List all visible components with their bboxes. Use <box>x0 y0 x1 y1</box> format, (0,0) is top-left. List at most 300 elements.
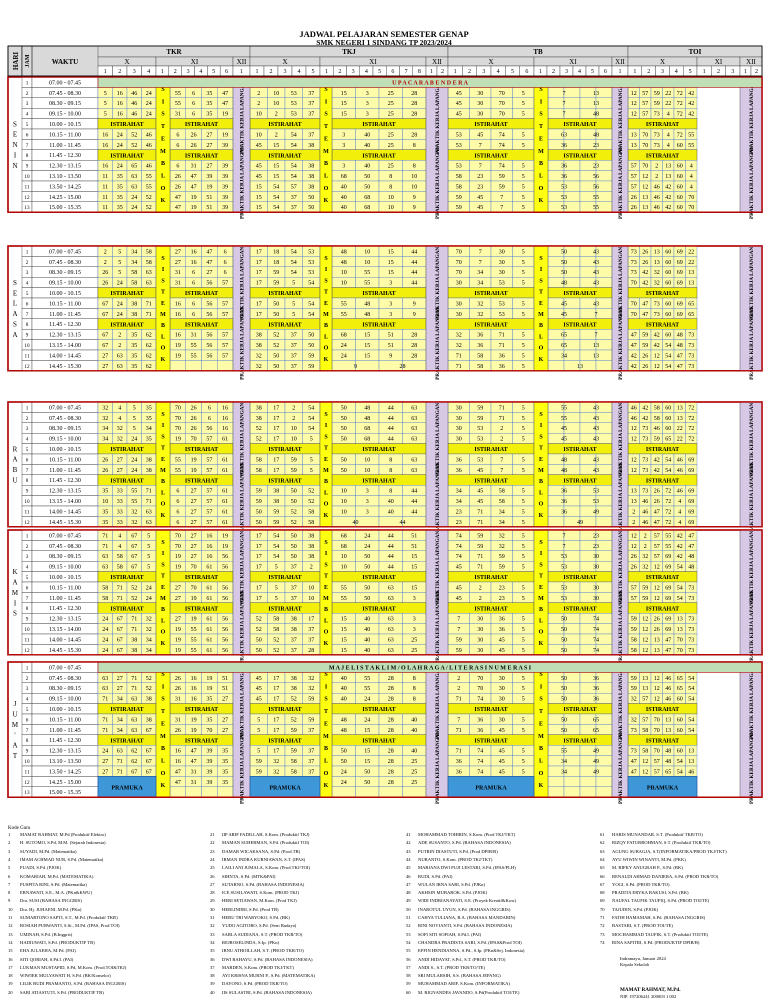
day-name-letter: N <box>12 161 18 170</box>
teacher-code-number: 73 <box>600 931 605 937</box>
teacher-code: 60 <box>676 727 683 734</box>
teacher-code: 45 <box>455 585 462 592</box>
teacher-code: 13 <box>688 270 695 277</box>
sistem-blok-column <box>320 246 332 371</box>
teacher-code: 54 <box>676 595 683 602</box>
teacher-code: 46 <box>630 405 637 412</box>
teacher-code: 16 <box>222 426 229 433</box>
jam-number: 6 <box>25 585 29 592</box>
teacher-code: 2 <box>457 686 461 693</box>
sistem-blok-letter: B <box>160 746 166 753</box>
teacher-code-number: 36 <box>210 956 215 962</box>
grade-head-label: XI <box>714 58 723 66</box>
teacher-code: 59 <box>255 769 262 776</box>
teacher-code: 40 <box>352 519 359 526</box>
teacher-code: 24 <box>116 163 123 170</box>
class-number: 5 <box>378 69 382 75</box>
sistem-blok-letter: I <box>161 423 165 430</box>
teacher-code: 54 <box>290 259 297 266</box>
teacher-code: 40 <box>387 499 394 505</box>
grade-head-label: XI <box>190 58 199 66</box>
sistem-blok-letter: L <box>323 758 329 765</box>
teacher-code: 40 <box>387 509 394 516</box>
teacher-name: HERI SETIAWAN, M.Kom. (Prod TKJ) <box>222 898 297 904</box>
teacher-code: 54 <box>308 311 315 318</box>
jam-number: 1 <box>25 665 29 672</box>
sistem-blok-letter: S <box>324 111 328 118</box>
pramuka-label: PRAMUKA <box>111 785 143 792</box>
teacher-code: 13 <box>665 163 672 170</box>
teacher-name: ANDI S., S.T. (PROD TKR/TO/TE) <box>418 964 485 970</box>
teacher-code: 4 <box>118 415 122 422</box>
teacher-code: 30 <box>477 90 484 97</box>
teacher-code: 70 <box>455 249 462 256</box>
legend-teacher-row <box>600 865 683 870</box>
teacher-code: 30 <box>498 717 505 724</box>
teacher-code-number: 70 <box>600 906 605 912</box>
jam-number: 1 <box>25 533 29 540</box>
teacher-code-number: 7 <box>8 881 11 887</box>
class-number: 4 <box>199 69 203 75</box>
schedule-cell <box>217 360 233 370</box>
teacher-code: 55 <box>340 595 347 602</box>
teacher-code: 19 <box>174 564 181 571</box>
waktu-time: 10.15 - 11.00 <box>49 717 81 724</box>
teacher-code: 63 <box>411 415 418 422</box>
teacher-code-number: 63 <box>600 848 605 854</box>
teacher-code: 60 <box>665 280 672 287</box>
sistem-blok-letter: S <box>161 562 165 569</box>
teacher-code: 12 <box>653 363 660 370</box>
teacher-code: 70 <box>455 259 462 266</box>
teacher-code: 37 <box>308 111 315 118</box>
teacher-code: 30 <box>498 675 505 682</box>
waktu-time: 08.30 - 09.15 <box>49 426 81 433</box>
teacher-code: 3 <box>365 499 369 505</box>
teacher-code: 52 <box>290 509 297 516</box>
teacher-code: 59 <box>642 332 649 339</box>
teacher-code: 7 <box>562 543 566 550</box>
teacher-code: 59 <box>255 759 262 765</box>
sistem-blok-column <box>534 246 548 371</box>
teacher-code: 54 <box>676 769 683 776</box>
teacher-code: 12 <box>642 769 649 776</box>
teacher-code: 58 <box>308 519 315 526</box>
waktu-time: 07.45 - 08.30 <box>49 415 81 422</box>
teacher-code: 58 <box>308 509 315 516</box>
teacher-code: 58 <box>653 415 660 422</box>
teacher-code: 39 <box>222 184 229 191</box>
teacher-code: 19 <box>190 727 197 734</box>
teacher-code: 35 <box>206 111 213 118</box>
teacher-code: 5 <box>257 727 261 734</box>
teacher-code: 57 <box>642 101 649 108</box>
teacher-code: 13 <box>653 637 660 644</box>
teacher-code: 24 <box>102 616 109 623</box>
legend-teacher-row <box>210 890 299 895</box>
teacher-code: 22 <box>676 436 683 443</box>
legend-title: Kode Guru <box>8 826 31 831</box>
praktik-label: PRAKTIK KERJA LAPANGAN <box>239 590 246 664</box>
praktik-label: PRAKTIK KERJA LAPANGAN <box>749 730 755 805</box>
waktu-time: 07.45 - 08.30 <box>49 675 81 682</box>
sistem-blok-letter: B <box>323 323 329 330</box>
waktu-time: 10.00 - 10.15 <box>49 575 81 581</box>
teacher-code: 51 <box>206 205 213 212</box>
teacher-code: 10 <box>364 467 371 474</box>
jam-number: 3 <box>25 101 29 108</box>
teacher-code: 52 <box>145 205 152 212</box>
sistem-blok-letter: S <box>161 540 165 546</box>
teacher-code: 27 <box>116 457 123 464</box>
teacher-code: 36 <box>561 142 567 149</box>
teacher-code-number: 16 <box>8 956 13 962</box>
legend-teacher-row <box>600 940 699 945</box>
teacher-code: 62 <box>131 759 138 765</box>
teacher-code: 55 <box>174 90 181 97</box>
teacher-code: 16 <box>190 249 197 256</box>
teacher-code: 50 <box>340 436 347 443</box>
teacher-code: 24 <box>131 205 138 212</box>
teacher-code: 24 <box>116 311 123 318</box>
teacher-code: 61 <box>222 457 229 464</box>
teacher-code-number: 43 <box>406 848 411 854</box>
teacher-code: 53 <box>561 184 567 191</box>
teacher-code: 71 <box>131 675 138 682</box>
teacher-code: 56 <box>206 353 213 360</box>
teacher-code: 54 <box>676 759 683 765</box>
teacher-code: 30 <box>455 436 462 443</box>
day-name-letter: I <box>13 599 17 608</box>
teacher-code: 15 <box>387 259 394 266</box>
teacher-code: 68 <box>340 174 347 180</box>
teacher-code: 73 <box>688 627 695 633</box>
day-name-letter: S <box>13 609 17 618</box>
jam-number: 5 <box>25 122 29 128</box>
teacher-code: 48 <box>688 554 695 561</box>
teacher-code: 55 <box>190 353 197 360</box>
teacher-code: 47 <box>642 301 649 308</box>
teacher-code: 12 <box>653 564 660 571</box>
teacher-code: 55 <box>190 647 197 654</box>
teacher-code: 63 <box>145 280 152 287</box>
teacher-code: 49 <box>593 509 599 516</box>
teacher-code: 45 <box>455 111 462 118</box>
teacher-code: 30 <box>455 415 462 422</box>
teacher-code: 32 <box>116 436 123 443</box>
teacher-code: 73 <box>688 353 695 360</box>
teacher-code: 54 <box>273 533 280 540</box>
sistem-blok-letter: I <box>539 551 543 558</box>
teacher-code: 68 <box>364 205 371 212</box>
teacher-code: 26 <box>174 727 181 734</box>
teacher-code: 74 <box>593 616 599 623</box>
teacher-code: 71 <box>498 343 505 349</box>
sistem-blok-letter: O <box>160 185 166 192</box>
class-number: 2 <box>552 69 555 75</box>
teacher-code-number: 65 <box>600 865 605 871</box>
teacher-code: 36 <box>561 488 567 495</box>
istirahat-label: ISTIRAHAT <box>268 478 302 485</box>
jam-number: 7 <box>25 142 29 149</box>
legend-teacher-row <box>8 832 106 837</box>
sistem-blok-letter: S <box>161 412 165 418</box>
teacher-code-number: 23 <box>210 848 215 854</box>
teacher-code: 42 <box>688 90 695 97</box>
teacher-code: 24 <box>131 194 138 201</box>
class-number: 2 <box>269 69 273 75</box>
jam-number: 7 <box>25 727 29 734</box>
teacher-code: 5 <box>309 436 313 443</box>
teacher-code: 68 <box>364 436 371 443</box>
teacher-code-number: 4 <box>8 856 11 862</box>
teacher-code: 15 <box>364 727 371 734</box>
legend-teacher-row <box>406 990 519 995</box>
legend-teacher-row <box>406 932 481 937</box>
class-number: 5 <box>688 69 692 75</box>
teacher-code: 26 <box>174 184 181 191</box>
teacher-code: 31 <box>190 769 197 776</box>
jam-number: 11 <box>24 769 30 776</box>
legend-teacher-row <box>406 898 516 903</box>
legend-teacher-row <box>406 907 510 912</box>
teacher-code: 38 <box>273 488 280 495</box>
teacher-code: 4 <box>689 184 693 191</box>
sistem-blok-letter: L <box>538 173 544 180</box>
legend-teacher-row <box>8 940 95 945</box>
teacher-code: 45 <box>498 748 505 755</box>
teacher-code: 69 <box>665 564 672 571</box>
waktu-time: 11.00 - 11.45 <box>49 311 81 318</box>
teacher-code: 53 <box>498 311 505 318</box>
teacher-code: 69 <box>676 311 683 318</box>
praktik-label: PRAKTIK KERJA LAPANGAN <box>435 590 441 664</box>
sistem-blok-letter: O <box>323 345 329 352</box>
sistem-blok-letter: M <box>323 733 329 740</box>
teacher-code: 2 <box>643 543 647 550</box>
jam-number: 2 <box>25 543 29 550</box>
teacher-code: 65 <box>676 675 683 682</box>
teacher-code: 43 <box>593 301 599 308</box>
teacher-code: 2 <box>292 415 296 422</box>
istirahat-label: ISTIRAHAT <box>474 738 508 745</box>
teacher-code: 5 <box>521 311 525 318</box>
teacher-code: 57 <box>630 163 637 170</box>
teacher-code: 32 <box>308 675 315 682</box>
istirahat-label: ISTIRAHAT <box>474 575 508 582</box>
jam-number: 2 <box>25 675 29 682</box>
teacher-name: ROSIAH PURWANTI, S.Si., M.Pd. (IPAS, Prod TOI) <box>20 923 120 929</box>
teacher-code: 58 <box>477 353 484 360</box>
teacher-code: 59 <box>630 627 637 633</box>
class-number: 1 <box>702 69 706 75</box>
teacher-code: 13 <box>676 405 683 412</box>
teacher-code: 31 <box>190 332 197 339</box>
teacher-code: 5 <box>521 163 525 170</box>
teacher-code: 5 <box>521 696 525 703</box>
teacher-code: 27 <box>222 696 229 703</box>
teacher-code: 40 <box>340 194 347 201</box>
class-number: 4 <box>297 69 301 75</box>
sistem-blok-letter: O <box>160 629 166 636</box>
teacher-code: 28 <box>411 101 418 108</box>
teacher-code: 71 <box>116 585 123 592</box>
teacher-code: 26 <box>653 499 660 505</box>
class-number: 2 <box>717 69 720 75</box>
teacher-code: 12 <box>653 585 660 592</box>
teacher-code: 23 <box>593 533 599 540</box>
teacher-code: 58 <box>498 488 505 495</box>
teacher-code: 70 <box>688 194 695 201</box>
sistem-blok-letter: S <box>324 672 328 678</box>
teacher-code: 32 <box>630 696 637 703</box>
schedule-cell <box>564 787 580 797</box>
teacher-code: 74 <box>455 533 462 540</box>
legend-teacher-row <box>8 874 93 879</box>
waktu-time: 11.00 - 11.45 <box>49 467 81 474</box>
teacher-code: 49 <box>577 519 583 526</box>
teacher-code: 35 <box>206 90 213 97</box>
teacher-code-number: 1 <box>8 832 11 837</box>
teacher-code: 15 <box>411 564 418 571</box>
waktu-time: 13.10 - 13.50 <box>49 174 81 180</box>
teacher-code: 7 <box>562 533 566 540</box>
teacher-code: 8 <box>389 488 393 495</box>
teacher-code: 30 <box>477 111 484 118</box>
teacher-code: 63 <box>145 270 152 277</box>
teacher-name: DAMAR WICAKSANA, S.Pd. (Prod.TB) <box>222 848 301 854</box>
teacher-code: 57 <box>630 585 637 592</box>
teacher-code: 58 <box>642 727 649 734</box>
teacher-code-number: 51 <box>406 915 411 920</box>
grade-head-label: X <box>282 58 288 66</box>
teacher-code-number: 53 <box>406 931 411 937</box>
legend-teacher-row <box>600 915 705 920</box>
teacher-code: 5 <box>521 343 525 349</box>
teacher-code: 30 <box>498 259 505 266</box>
teacher-code: 12 <box>630 436 637 443</box>
istirahat-label: ISTIRAHAT <box>563 707 597 714</box>
teacher-code: 59 <box>642 595 649 602</box>
teacher-code: 32 <box>498 533 505 540</box>
program-head-label: TB <box>533 48 543 56</box>
teacher-code: 50 <box>340 467 347 474</box>
teacher-code-number: 59 <box>406 981 411 987</box>
teacher-code: 19 <box>222 111 229 118</box>
teacher-code: 46 <box>676 457 683 464</box>
sistem-blok-letter: B <box>323 746 329 753</box>
teacher-code: 53 <box>290 111 297 118</box>
teacher-code: 59 <box>290 467 297 474</box>
jam-number: 2 <box>25 415 29 422</box>
praktik-label: PRAKTIK KERJA LAPANGAN <box>618 590 624 664</box>
teacher-code: 60 <box>665 405 672 412</box>
teacher-code: 6 <box>192 90 196 97</box>
teacher-code: 2 <box>118 343 122 349</box>
teacher-code: 7 <box>457 627 461 633</box>
waktu-time: 09.15 - 10.00 <box>49 436 81 443</box>
schedule-cell <box>170 787 186 797</box>
praktik-label: PRAKTIK KERJA LAPANGAN <box>618 145 624 220</box>
teacher-code: 43 <box>593 426 599 433</box>
legend-teacher-row <box>210 874 275 879</box>
teacher-code: 73 <box>630 249 637 256</box>
class-number: 5 <box>591 69 594 75</box>
istirahat-label: ISTIRAHAT <box>268 322 302 329</box>
teacher-code: 5 <box>132 405 136 412</box>
signature-block <box>620 956 681 1000</box>
teacher-code: 25 <box>387 101 394 108</box>
teacher-code: 57 <box>290 184 297 191</box>
teacher-name: IMAM ACHMAD NUR, S.Pd. (Matematika) <box>20 856 104 862</box>
teacher-code: 24 <box>145 111 152 118</box>
teacher-code: 69 <box>665 595 672 602</box>
teacher-code: 54 <box>665 363 672 370</box>
istirahat-label: ISTIRAHAT <box>268 606 302 613</box>
teacher-code: 59 <box>477 543 484 550</box>
teacher-code: 12 <box>653 675 660 682</box>
teacher-code: 40 <box>340 184 347 191</box>
istirahat-label: ISTIRAHAT <box>268 153 302 160</box>
teacher-code: 70 <box>642 163 649 170</box>
teacher-code: 32 <box>653 280 660 287</box>
teacher-code: 52 <box>290 696 297 703</box>
teacher-code: 9 <box>389 353 393 360</box>
teacher-code: 40 <box>340 675 347 682</box>
istirahat-label: ISTIRAHAT <box>563 447 597 454</box>
teacher-code: 59 <box>455 647 462 654</box>
teacher-name: AKHSIN MUBAROK, S.Pd. (PJOK) <box>418 890 488 896</box>
teacher-code: 71 <box>145 488 152 495</box>
teacher-code: 26 <box>190 405 197 412</box>
teacher-code: 35 <box>145 436 152 443</box>
teacher-code: 30 <box>455 405 462 412</box>
sistem-blok-letter: E <box>538 721 544 728</box>
teacher-code: 58 <box>290 759 297 765</box>
sistem-blok-letter: O <box>323 629 329 636</box>
teacher-code: 17 <box>255 280 262 287</box>
sistem-blok-column <box>534 77 548 212</box>
class-number: 6 <box>391 69 395 75</box>
pramuka-label: PRAMUKA <box>269 785 301 792</box>
teacher-code: 48 <box>364 405 371 412</box>
teacher-code: 60 <box>665 332 672 339</box>
sistem-blok-letter: E <box>160 300 166 307</box>
teacher-code: 71 <box>116 769 123 776</box>
legend-teacher-row <box>600 849 727 854</box>
jam-number: 3 <box>25 686 29 693</box>
sistem-blok-letter: L <box>538 618 544 625</box>
teacher-code: 11 <box>102 184 109 191</box>
teacher-code: 16 <box>116 101 123 108</box>
schedule-cell <box>596 308 612 318</box>
teacher-code: 18 <box>273 249 280 256</box>
teacher-code: 67 <box>116 627 123 633</box>
sistem-blok-letter: K <box>538 640 544 647</box>
teacher-code: 48 <box>364 301 371 308</box>
teacher-code: 69 <box>688 499 695 505</box>
legend-teacher-row <box>8 907 81 912</box>
day-name-letter: R <box>12 445 18 454</box>
teacher-code: 45 <box>455 101 462 108</box>
teacher-code: 37 <box>290 205 297 212</box>
teacher-code: 56 <box>206 301 213 308</box>
teacher-code: 27 <box>190 554 197 561</box>
teacher-code: 72 <box>688 426 695 433</box>
teacher-code: 2 <box>257 101 261 108</box>
teacher-code: 67 <box>102 332 109 339</box>
teacher-code: 11 <box>102 194 109 201</box>
